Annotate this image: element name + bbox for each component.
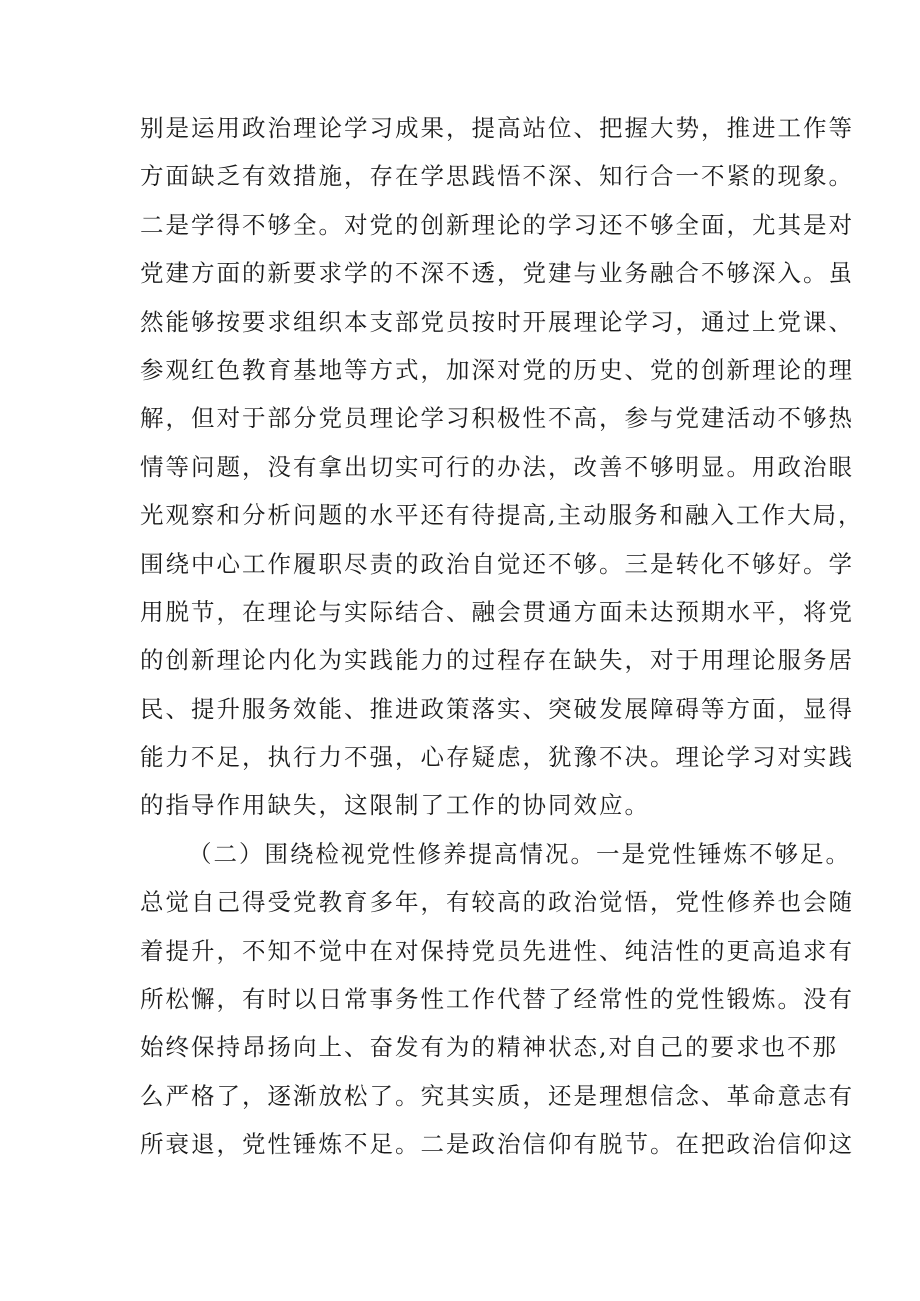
- text-line: 方面缺乏有效措施，存在学思践悟不深、知行合一不紧的现象。: [140, 162, 854, 191]
- text-line: 光观察和分析问题的水平还有待提高,主动服务和融入工作大局，: [140, 501, 864, 530]
- text-line: 所松懈，有时以日常事务性工作代替了经常性的党性锻炼。没有: [140, 985, 854, 1014]
- text-line: 的指导作用缺失，这限制了工作的协同效应。: [140, 791, 650, 820]
- text-line: 始终保持昂扬向上、奋发有为的精神状态,对自己的要求也不那: [140, 1033, 838, 1062]
- text-line: 然能够按要求组织本支部党员按时开展理论学习，通过上党课、: [140, 307, 854, 336]
- text-line: 二是学得不够全。对党的创新理论的学习还不够全面，尤其是对: [140, 210, 854, 239]
- section-heading-line: （二）围绕检视党性修养提高情况。一是党性锤炼不够足。: [188, 839, 851, 868]
- text-line: 所衰退，党性锤炼不足。二是政治信仰有脱节。在把政治信仰这: [140, 1130, 854, 1159]
- text-line: 参观红色教育基地等方式，加深对党的历史、党的创新理论的理: [140, 355, 854, 384]
- text-line: 用脱节，在理论与实际结合、融会贯通方面未达预期水平，将党: [140, 597, 854, 626]
- body-text: [140, 104, 864, 1169]
- text-line: 别是运用政治理论学习成果，提高站位、把握大势，推进工作等: [140, 114, 854, 142]
- text-line: 的创新理论内化为实践能力的过程存在缺失，对于用理论服务居: [140, 646, 854, 675]
- text-line: 着提升，不知不觉中在对保持党员先进性、纯洁性的更高追求有: [140, 936, 854, 965]
- text-line: 情等问题，没有拿出切实可行的办法，改善不够明显。用政治眼: [140, 452, 854, 481]
- text-line: 党建方面的新要求学的不深不透，党建与业务融合不够深入。虽: [140, 259, 854, 288]
- text-line: 民、提升服务效能、推进政策落实、突破发展障碍等方面，显得: [140, 694, 854, 723]
- text-line: 么严格了，逐渐放松了。究其实质，还是理想信念、革命意志有: [140, 1081, 854, 1110]
- text-line: 能力不足，执行力不强，心存疑虑，犹豫不决。理论学习对实践: [140, 743, 854, 772]
- text-line: 总觉自己得受党教育多年，有较高的政治觉悟，党性修养也会随: [140, 888, 854, 917]
- text-line: 围绕中心工作履职尽责的政治自觉还不够。三是转化不够好。学: [140, 549, 854, 578]
- text-line: 解，但对于部分党员理论学习积极性不高，参与党建活动不够热: [140, 404, 854, 433]
